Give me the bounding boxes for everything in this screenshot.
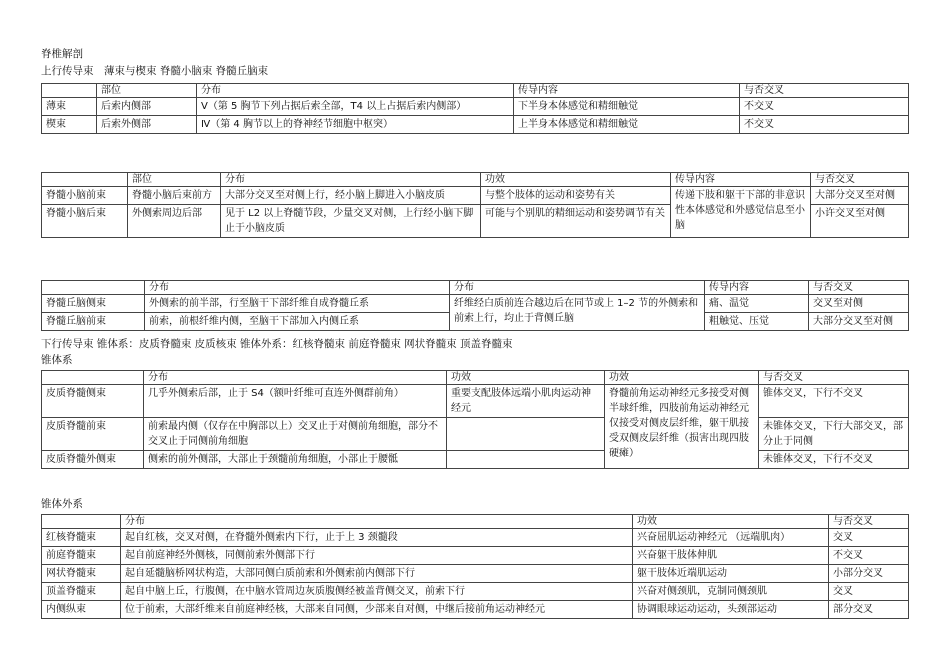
table-row — [42, 295, 909, 313]
table-cell: 交叉 — [829, 529, 909, 547]
table-cell: 红核脊髓束 — [42, 529, 121, 547]
table-cell — [447, 418, 605, 451]
ascending-tracts-heading: 上行传导束 薄束与楔束 脊髓小脑束 脊髓丘脑束 — [41, 65, 269, 77]
table-cell: 兴奋屈肌运动神经元 （远端肌肉） — [633, 529, 829, 547]
table-cell: 上半身本体感觉和精细触觉 — [514, 116, 740, 134]
table-cell: 薄束 — [42, 98, 97, 116]
table-header-cell: 与否交叉 — [809, 281, 909, 295]
table-header-cell: 分布 — [450, 281, 705, 295]
table-cell: 外侧索的前半部，行至脑干下部纤维自成脊髓丘系 — [145, 295, 450, 313]
table-cell: 部分交叉 — [829, 601, 909, 619]
table-cell: 重要支配肢体远端小肌肉运动神经元 — [447, 385, 605, 418]
table-cell: 脊髓丘脑侧束 — [42, 295, 145, 313]
table-row — [42, 565, 909, 583]
table-cell: 躯干肢体近端肌运动 — [633, 565, 829, 583]
table-cell: 小许交叉至对侧 — [811, 205, 909, 238]
table-header-cell — [42, 84, 97, 98]
table-header-cell — [42, 371, 144, 385]
table-header-row — [42, 515, 909, 529]
table-cell: 协调眼球运动运动，头颈部运动 — [633, 601, 829, 619]
table-header-cell: 分布 — [121, 515, 633, 529]
table-cell — [447, 451, 605, 469]
table-cell: 皮质脊髓外侧束 — [42, 451, 144, 469]
extrapyramidal-heading: 锥体外系 — [41, 498, 83, 510]
table-cell: 后索外侧部 — [97, 116, 197, 134]
table-cell: 不交叉 — [740, 116, 909, 134]
table-header-cell: 与否交叉 — [759, 371, 909, 385]
table-header-cell: 与否交叉 — [829, 515, 909, 529]
table-cell: 小部分交叉 — [829, 565, 909, 583]
table-row — [42, 451, 909, 469]
table-header-cell — [42, 515, 121, 529]
table-header-cell: 与否交叉 — [740, 84, 909, 98]
table-cell: 脊髓小脑后束 — [42, 205, 128, 238]
table-cell: 兴奋对侧颈肌，克制同侧颈肌 — [633, 583, 829, 601]
table-header-cell: 功效 — [447, 371, 605, 385]
table-row — [42, 98, 909, 116]
table-cell: 外侧索周边后部 — [128, 205, 221, 238]
table-header-cell: 分布 — [145, 281, 450, 295]
table-header-cell: 传导内容 — [514, 84, 740, 98]
extrapyramidal-table — [41, 514, 909, 619]
table-cell: Ⅴ（第 5 胸节下列占据后索全部，T4 以上占据后索内侧部） — [197, 98, 514, 116]
table-cell: 未锥体交叉，下行大部交叉，部分止于同侧 — [759, 418, 909, 451]
table-header-cell: 部位 — [97, 84, 197, 98]
table-cell: 前索，前根纤维内侧，至脑干下部加入内侧丘系 — [145, 313, 450, 331]
table-cell: 起自中脑上丘，行腹侧，在中脑水管周边灰质腹侧经被盖背侧交叉，前索下行 — [121, 583, 633, 601]
pyramidal-table — [41, 370, 909, 469]
table-header-cell: 功效 — [605, 371, 759, 385]
spinothalamic-table — [41, 280, 909, 331]
table-cell: 脊髓前角运动神经元多接受对侧半球纤维，四肢前角运动神经元仅接受对侧皮层纤维，躯干肌接受双侧皮层纤维（损害出现四肢硬瘫） — [605, 385, 759, 469]
table-cell: 传递下肢和躯干下部的非意识性本体感觉和外感觉信息至小脑 — [671, 187, 811, 238]
table-row — [42, 583, 909, 601]
table-header-cell: 部位 — [128, 173, 221, 187]
table-row — [42, 601, 909, 619]
table-header-cell: 功效 — [633, 515, 829, 529]
table-header-cell — [42, 281, 145, 295]
table-cell: 未锥体交叉，下行不交叉 — [759, 451, 909, 469]
table-cell: 前庭脊髓束 — [42, 547, 121, 565]
table-cell: 顶盖脊髓束 — [42, 583, 121, 601]
table-cell: 下半身本体感觉和精细触觉 — [514, 98, 740, 116]
table-header-cell: 与否交叉 — [811, 173, 909, 187]
table-cell: 皮质脊髓前束 — [42, 418, 144, 451]
table-header-cell: 传导内容 — [705, 281, 809, 295]
table-row — [42, 187, 909, 205]
table-cell: 兴奋躯干肢体伸肌 — [633, 547, 829, 565]
table-cell: 脊髓小脑前束 — [42, 187, 128, 205]
table-cell: 粗触觉、压觉 — [705, 313, 809, 331]
table-cell: 痛、温觉 — [705, 295, 809, 313]
spinocerebellar-table — [41, 172, 909, 238]
table-cell: 与整个肢体的运动和姿势有关 — [481, 187, 671, 205]
table-cell: 内侧纵束 — [42, 601, 121, 619]
table-cell: 网状脊髓束 — [42, 565, 121, 583]
table-cell: 楔束 — [42, 116, 97, 134]
table-row — [42, 418, 909, 451]
descending-tracts-heading: 下行传导束 锥体系：皮质脊髓束 皮质核束 锥体外系：红核脊髓束 前庭脊髓束 网状脊髓束 顶盖脊髓束 — [41, 338, 513, 350]
table-cell: 侧索的前外侧部，大部止于颈髓前角细胞，小部止于腰骶 — [144, 451, 447, 469]
table-header-row — [42, 371, 909, 385]
table-cell: 后索内侧部 — [97, 98, 197, 116]
table-header-cell — [42, 173, 128, 187]
fasciculus-table — [41, 83, 909, 134]
table-cell: 大部分交叉至对侧 — [809, 313, 909, 331]
table-cell: 锥体交叉，下行不交叉 — [759, 385, 909, 418]
table-header-cell: 分布 — [144, 371, 447, 385]
table-cell: 可能与个别肌的精细运动和姿势调节有关 — [481, 205, 671, 238]
table-header-cell: 分布 — [221, 173, 481, 187]
table-header-row — [42, 281, 909, 295]
page-title: 脊椎解剖 — [41, 48, 83, 60]
table-cell: 交叉至对侧 — [809, 295, 909, 313]
table-cell: 前索最内侧（仅存在中胸部以上）交叉止于对侧前角细胞，部分不交叉止于同侧前角细胞 — [144, 418, 447, 451]
table-cell: 起自前庭神经外侧核，同侧前索外侧部下行 — [121, 547, 633, 565]
table-cell: 纤维经白质前连合越边后在同节或上 1–2 节的外侧索和前索上行，均止于背侧丘脑 — [450, 295, 705, 331]
table-cell: 皮质脊髓侧束 — [42, 385, 144, 418]
table-row — [42, 547, 909, 565]
table-header-cell: 传导内容 — [671, 173, 811, 187]
table-cell: 不交叉 — [829, 547, 909, 565]
table-cell: 大部分交叉至对侧 — [811, 187, 909, 205]
table-cell: 不交叉 — [740, 98, 909, 116]
pyramidal-heading: 锥体系 — [41, 354, 73, 366]
table-cell: 脊髓小脑后束前方 — [128, 187, 221, 205]
table-header-cell: 功效 — [481, 173, 671, 187]
table-header-row — [42, 173, 909, 187]
table-cell: 位于前索，大部纤维来自前庭神经核，大部来自同侧，少部来自对侧，中继后接前角运动神经元 — [121, 601, 633, 619]
table-row — [42, 116, 909, 134]
table-cell: Ⅳ（第 4 胸节以上的脊神经节细胞中枢突） — [197, 116, 514, 134]
table-cell: 起自红核，交叉对侧，在脊髓外侧索内下行，止于上 3 颈髓段 — [121, 529, 633, 547]
table-cell: 见于 L2 以上脊髓节段，少量交叉对侧，上行经小脑下脚止于小脑皮质 — [221, 205, 481, 238]
table-header-cell: 分布 — [197, 84, 514, 98]
table-cell: 交叉 — [829, 583, 909, 601]
table-cell: 脊髓丘脑前束 — [42, 313, 145, 331]
table-row — [42, 385, 909, 418]
table-cell: 几乎外侧索后部，止于 S4（额叶纤维可直连外侧群前角） — [144, 385, 447, 418]
table-cell: 大部分交叉至对侧上行，经小脑上脚进入小脑皮质 — [221, 187, 481, 205]
table-row — [42, 529, 909, 547]
table-cell: 起自延髓脑桥网状构造，大部同侧白质前索和外侧索前内侧部下行 — [121, 565, 633, 583]
table-header-row — [42, 84, 909, 98]
